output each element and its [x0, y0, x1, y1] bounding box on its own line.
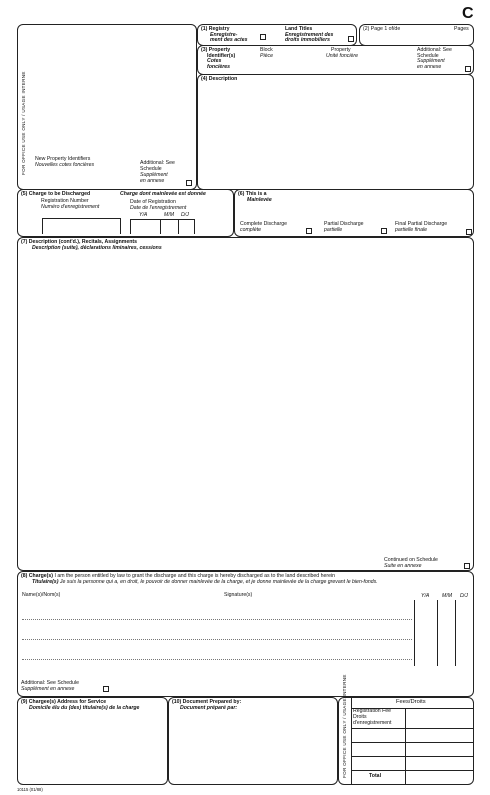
- sig-day-label: D/J: [460, 593, 468, 599]
- final-partial-discharge-label-fr: partielle finale: [395, 227, 428, 233]
- date-day-label: D/J: [181, 212, 189, 218]
- property-identifiers-label: (3) Property: [201, 47, 231, 53]
- box-9-address-for-service[interactable]: [17, 697, 168, 785]
- complete-discharge-label-fr: complète: [240, 227, 262, 233]
- additional-schedule-box8-checkbox[interactable]: [103, 686, 109, 692]
- signatures-column-label: Signature(s): [224, 592, 253, 598]
- description-label: (4) Description: [201, 76, 238, 82]
- box-1-registry: [197, 24, 357, 46]
- fees-office-use-vertical-label: FOR OFFICE USE ONLY / USAGE INTERNE: [342, 674, 347, 778]
- charge-discharged-label-fr: Charge dont mainlevée est donnée: [120, 191, 206, 197]
- address-for-service-label: (9) Chargee(s) Address for Service: [21, 699, 107, 705]
- registration-fee-label: Registration Fee: [353, 708, 392, 714]
- registration-fee-label-fr-2: d'enregistrement: [353, 720, 392, 726]
- continued-on-schedule-checkbox[interactable]: [464, 563, 470, 569]
- registration-number-label-fr: Numéro d'enregistrement: [41, 204, 100, 210]
- description-cont-label: (7) Description (cont'd.), Recitals, Assignments: [21, 239, 138, 245]
- registry-label: (1) Registry: [201, 26, 230, 32]
- form-number: 10115 (01/88): [17, 787, 43, 792]
- registration-fee-field[interactable]: [406, 709, 473, 728]
- property-label-fr: Unité foncière: [326, 53, 359, 59]
- land-titles-label: Land Titles: [285, 26, 313, 32]
- prepared-by-label-fr: Document préparé par:: [180, 705, 238, 711]
- additional-schedule-label-4: en annexe: [140, 178, 165, 184]
- box-7-description-continued[interactable]: [17, 237, 474, 571]
- partial-discharge-label-fr: partielle: [324, 227, 343, 233]
- date-year-label: Y/A: [139, 212, 148, 218]
- registration-number-field[interactable]: [42, 218, 121, 234]
- sig-month-label: M/M: [442, 593, 453, 599]
- office-use-panel: [17, 24, 197, 190]
- partial-discharge-checkbox[interactable]: [381, 228, 387, 234]
- box-2-page: [359, 24, 474, 46]
- address-for-service-label-fr: Domicile élu du (des) titulaire(s) de la charge: [29, 705, 140, 711]
- chargee-statement: (8) Charge(s) I am the person entitled by law to grant the discharge and this charge is hereby discharged as to the land described herein: [21, 573, 336, 579]
- land-titles-label-fr-2: droits immobiliers: [285, 37, 330, 43]
- new-property-identifiers-label-fr: Nouvelles cotes foncières: [35, 162, 95, 168]
- complete-discharge-checkbox[interactable]: [306, 228, 312, 234]
- final-partial-discharge-checkbox[interactable]: [466, 229, 472, 235]
- additional-schedule-box3-4: en annexe: [417, 64, 442, 70]
- fees-total-label: Total: [369, 773, 382, 779]
- fees-title: Fees/Droits: [396, 699, 426, 705]
- block-label-fr: Pièce: [260, 53, 273, 59]
- description-cont-label-fr: Description (suite), déclarations liminaires, cessions: [32, 245, 162, 251]
- fees-row-divider: [351, 756, 473, 757]
- registration-fee-label-fr: Droits: [353, 714, 367, 720]
- registry-checkbox[interactable]: [260, 34, 266, 40]
- form-corner-letter: C: [462, 5, 474, 22]
- date-month-label: M/M: [164, 212, 175, 218]
- registry-label-fr-2: ment des actes: [210, 37, 248, 43]
- date-of-registration-label-fr: Date de l'enregistrement: [130, 205, 187, 211]
- sig-year-label: Y/A: [421, 593, 430, 599]
- fees-box: [338, 674, 474, 785]
- additional-schedule-box3: Additional: See: [417, 47, 452, 53]
- charge-discharged-label: (5) Charge to be Discharged: [21, 191, 91, 197]
- this-is-a-label: (6) This is a: [238, 191, 267, 197]
- new-property-identifiers-label: New Property Identifiers: [35, 156, 91, 162]
- additional-schedule-label: Additional: See: [140, 160, 175, 166]
- sig-date-divider: [455, 600, 456, 666]
- partial-discharge-label: Partial Discharge: [324, 221, 364, 227]
- date-of-registration-label: Date of Registration: [130, 199, 176, 205]
- box-3-property-identifiers: [197, 45, 474, 75]
- land-titles-label-fr: Enregistrement des: [285, 32, 334, 38]
- land-titles-checkbox[interactable]: [348, 36, 354, 42]
- box-6-discharge-type: [234, 189, 474, 237]
- additional-schedule-box3-2: Schedule: [417, 53, 439, 59]
- final-partial-discharge-label: Final Partial Discharge: [395, 221, 448, 227]
- signature-line[interactable]: [22, 659, 412, 660]
- fees-total-field[interactable]: [406, 771, 473, 784]
- registry-label-fr: Enregistre-: [210, 32, 238, 38]
- property-identifiers-label-2: Identifier(s): [207, 53, 236, 59]
- this-is-a-label-fr: Mainlevée: [247, 197, 272, 203]
- sig-date-divider: [437, 600, 438, 666]
- date-day-field[interactable]: [178, 219, 195, 234]
- date-year-field[interactable]: [130, 219, 160, 234]
- pages-label: Pages: [454, 26, 469, 32]
- additional-schedule-box8: Additional: See Schedule: [21, 680, 79, 686]
- page-of-label: (2) Page 1 of/de: [363, 26, 401, 32]
- office-use-vertical-label: FOR OFFICE USE ONLY / USAGE INTERNE: [21, 71, 26, 175]
- fees-row-divider: [351, 728, 473, 729]
- chargee-statement-fr: Titulaire(s) Je suis la personne qui a, en droit, le pouvoir de donner mainlevée de la charge, et je donne mainlevée de la charge grevant le bien-fonds.: [32, 579, 378, 585]
- signature-line[interactable]: [22, 639, 412, 640]
- block-label: Block: [260, 47, 273, 53]
- fees-divider: [351, 698, 352, 784]
- additional-schedule-label-3: Supplément: [140, 172, 168, 178]
- registration-number-label: Registration Number: [41, 198, 89, 204]
- additional-schedule-checkbox[interactable]: [186, 180, 192, 186]
- property-identifiers-label-fr: Cotes: [207, 58, 222, 64]
- additional-schedule-box3-3: Supplément: [417, 58, 445, 64]
- names-column-label: Name(s)/Nom(s): [22, 592, 61, 598]
- box-4-description[interactable]: [197, 74, 474, 190]
- continued-on-schedule-label-fr: Suite en annexe: [384, 563, 422, 569]
- continued-on-schedule-label: Continued on Schedule: [384, 557, 438, 563]
- property-label: Property: [331, 47, 351, 53]
- fees-row-divider: [351, 742, 473, 743]
- additional-schedule-box3-checkbox[interactable]: [465, 66, 471, 72]
- prepared-by-label: (10) Document Prepared by:: [172, 699, 242, 705]
- sig-date-divider: [414, 600, 415, 666]
- property-identifiers-label-fr-2: foncières: [207, 64, 231, 70]
- box-8-chargee-signatures: [17, 571, 474, 697]
- additional-schedule-box8-fr: Supplément en annexe: [21, 686, 75, 692]
- box-10-prepared-by[interactable]: [168, 697, 338, 785]
- signature-line[interactable]: [22, 619, 412, 620]
- date-month-field[interactable]: [160, 219, 178, 234]
- box-5-charge-discharged: [17, 189, 234, 237]
- additional-schedule-label-2: Schedule: [140, 166, 162, 172]
- complete-discharge-label: Complete Discharge: [240, 221, 287, 227]
